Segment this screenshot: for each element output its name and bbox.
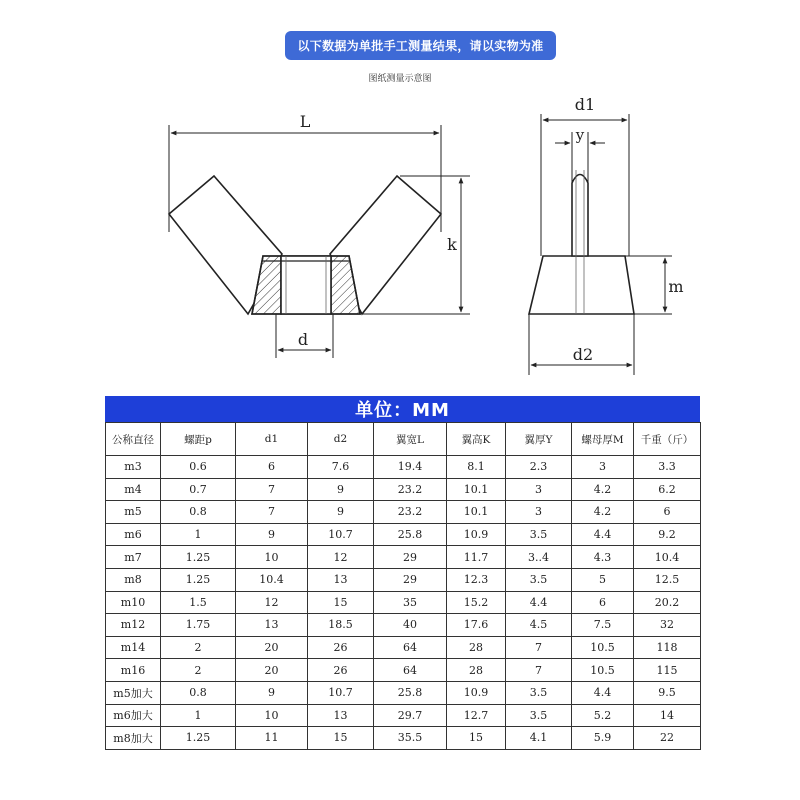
table-header-row bbox=[106, 423, 701, 456]
table-cell: 10.7 bbox=[308, 523, 374, 546]
table-row bbox=[106, 704, 701, 727]
table-cell: 20 bbox=[236, 659, 308, 682]
table-cell: 1.25 bbox=[161, 568, 236, 591]
table-cell: 1.25 bbox=[161, 546, 236, 569]
table-row bbox=[106, 636, 701, 659]
table-cell: 13 bbox=[308, 568, 374, 591]
header-cell: 翼宽L bbox=[374, 423, 447, 456]
table-cell: 12.3 bbox=[447, 568, 506, 591]
table-cell: m6加大 bbox=[106, 704, 161, 727]
table-cell: 9 bbox=[308, 501, 374, 524]
table-cell: 7 bbox=[506, 636, 572, 659]
table-cell: 0.8 bbox=[161, 681, 236, 704]
side-view bbox=[529, 175, 634, 315]
table-cell: m5 bbox=[106, 501, 161, 524]
label-L: L bbox=[299, 112, 311, 131]
table-cell: 1.75 bbox=[161, 614, 236, 637]
table-cell: 4.4 bbox=[506, 591, 572, 614]
table-cell: m8 bbox=[106, 568, 161, 591]
table-row bbox=[106, 591, 701, 614]
nut-bore bbox=[281, 256, 331, 314]
table-row bbox=[106, 546, 701, 569]
table-cell: 14 bbox=[634, 704, 701, 727]
header-cell: d1 bbox=[236, 423, 308, 456]
label-k: k bbox=[447, 235, 457, 254]
label-d1: d1 bbox=[574, 95, 596, 114]
table-cell: 20 bbox=[236, 636, 308, 659]
table-cell: 12 bbox=[308, 546, 374, 569]
table-row bbox=[106, 727, 701, 750]
table-cell: 10 bbox=[236, 704, 308, 727]
table-cell: 2 bbox=[161, 659, 236, 682]
table-cell: 10.9 bbox=[447, 523, 506, 546]
table-cell: m5加大 bbox=[106, 681, 161, 704]
table-cell: m10 bbox=[106, 591, 161, 614]
table-cell: 115 bbox=[634, 659, 701, 682]
table-cell: 12.7 bbox=[447, 704, 506, 727]
table-cell: 26 bbox=[308, 636, 374, 659]
table-cell: 3.5 bbox=[506, 523, 572, 546]
table-cell: 4.1 bbox=[506, 727, 572, 750]
table-cell: m4 bbox=[106, 478, 161, 501]
table-cell: m3 bbox=[106, 456, 161, 479]
table-cell: 18.5 bbox=[308, 614, 374, 637]
table-row bbox=[106, 501, 701, 524]
table-cell: 7 bbox=[236, 501, 308, 524]
table-row bbox=[106, 523, 701, 546]
table-cell: 0.8 bbox=[161, 501, 236, 524]
table-cell: 28 bbox=[447, 636, 506, 659]
table-cell: 1 bbox=[161, 523, 236, 546]
table-row bbox=[106, 478, 701, 501]
front-view bbox=[169, 176, 441, 314]
table-cell: 29.7 bbox=[374, 704, 447, 727]
table-cell: 10.4 bbox=[236, 568, 308, 591]
table-cell: 9 bbox=[236, 523, 308, 546]
table-cell: 19.4 bbox=[374, 456, 447, 479]
table-cell: 4.2 bbox=[572, 478, 634, 501]
label-d: d bbox=[297, 330, 309, 349]
table-cell: m14 bbox=[106, 636, 161, 659]
table-cell: 26 bbox=[308, 659, 374, 682]
table-cell: 8.1 bbox=[447, 456, 506, 479]
table-cell: 3 bbox=[506, 478, 572, 501]
table-cell: 32 bbox=[634, 614, 701, 637]
spec-table bbox=[105, 422, 701, 750]
table-cell: 11.7 bbox=[447, 546, 506, 569]
table-row bbox=[106, 614, 701, 637]
table-cell: 23.2 bbox=[374, 478, 447, 501]
table-cell: 10.4 bbox=[634, 546, 701, 569]
table-cell: 1 bbox=[161, 704, 236, 727]
table-cell: m8加大 bbox=[106, 727, 161, 750]
table-cell: 20.2 bbox=[634, 591, 701, 614]
table-cell: 23.2 bbox=[374, 501, 447, 524]
table-cell: 1.25 bbox=[161, 727, 236, 750]
table-cell: 4.3 bbox=[572, 546, 634, 569]
table-cell: 22 bbox=[634, 727, 701, 750]
table-cell: 12 bbox=[236, 591, 308, 614]
label-d2: d2 bbox=[572, 345, 594, 364]
notice-banner: 以下数据为单批手工测量结果，请以实物为准 bbox=[285, 31, 556, 60]
table-cell: 10 bbox=[236, 546, 308, 569]
table-cell: 3 bbox=[506, 501, 572, 524]
table-cell: m16 bbox=[106, 659, 161, 682]
header-cell: d2 bbox=[308, 423, 374, 456]
table-cell: 6 bbox=[634, 501, 701, 524]
wing-nut-drawing bbox=[0, 0, 800, 390]
table-cell: 7.5 bbox=[572, 614, 634, 637]
drawing-caption: 图纸测量示意图 bbox=[368, 74, 432, 84]
table-cell: 17.6 bbox=[447, 614, 506, 637]
table-cell: 12.5 bbox=[634, 568, 701, 591]
table-cell: 4.2 bbox=[572, 501, 634, 524]
table-cell: m7 bbox=[106, 546, 161, 569]
table-cell: 10.1 bbox=[447, 478, 506, 501]
table-cell: 0.7 bbox=[161, 478, 236, 501]
table-row bbox=[106, 456, 701, 479]
table-cell: 6 bbox=[236, 456, 308, 479]
table-cell: 35.5 bbox=[374, 727, 447, 750]
table-cell: 10.9 bbox=[447, 681, 506, 704]
table-cell: 7.6 bbox=[308, 456, 374, 479]
table-cell: 3.5 bbox=[506, 681, 572, 704]
table-cell: 15 bbox=[308, 727, 374, 750]
table-cell: 13 bbox=[236, 614, 308, 637]
table-cell: 4.4 bbox=[572, 681, 634, 704]
table-cell: 13 bbox=[308, 704, 374, 727]
table-cell: 29 bbox=[374, 546, 447, 569]
table-cell: 29 bbox=[374, 568, 447, 591]
table-cell: 25.8 bbox=[374, 681, 447, 704]
table-cell: 9 bbox=[236, 681, 308, 704]
table-cell: 5.2 bbox=[572, 704, 634, 727]
table-cell: 7 bbox=[236, 478, 308, 501]
table-cell: 6 bbox=[572, 591, 634, 614]
table-cell: 28 bbox=[447, 659, 506, 682]
table-cell: 3.5 bbox=[506, 568, 572, 591]
header-cell: 千重（斤） bbox=[634, 423, 701, 456]
table-cell: 35 bbox=[374, 591, 447, 614]
table-cell: 3.5 bbox=[506, 704, 572, 727]
table-cell: 4.5 bbox=[506, 614, 572, 637]
label-y: y bbox=[575, 126, 585, 144]
table-cell: m12 bbox=[106, 614, 161, 637]
table-cell: 10.1 bbox=[447, 501, 506, 524]
table-cell: 7 bbox=[506, 659, 572, 682]
side-base bbox=[529, 256, 634, 314]
table-cell: m6 bbox=[106, 523, 161, 546]
table-cell: 64 bbox=[374, 659, 447, 682]
table-cell: 3.3 bbox=[634, 456, 701, 479]
table-cell: 9.2 bbox=[634, 523, 701, 546]
table-cell: 3..4 bbox=[506, 546, 572, 569]
table-cell: 15.2 bbox=[447, 591, 506, 614]
table-cell: 5 bbox=[572, 568, 634, 591]
table-cell: 2 bbox=[161, 636, 236, 659]
table-cell: 10.5 bbox=[572, 659, 634, 682]
table-row bbox=[106, 681, 701, 704]
header-cell: 螺母厚M bbox=[572, 423, 634, 456]
table-cell: 1.5 bbox=[161, 591, 236, 614]
table-cell: 2.3 bbox=[506, 456, 572, 479]
label-m: m bbox=[668, 277, 684, 296]
header-cell: 翼高K bbox=[447, 423, 506, 456]
table-cell: 64 bbox=[374, 636, 447, 659]
table-cell: 11 bbox=[236, 727, 308, 750]
table-cell: 15 bbox=[447, 727, 506, 750]
table-cell: 6.2 bbox=[634, 478, 701, 501]
header-cell: 翼厚Y bbox=[506, 423, 572, 456]
header-cell: 公称直径 bbox=[106, 423, 161, 456]
table-cell: 3 bbox=[572, 456, 634, 479]
table-cell: 118 bbox=[634, 636, 701, 659]
table-cell: 25.8 bbox=[374, 523, 447, 546]
table-cell: 10.7 bbox=[308, 681, 374, 704]
table-row bbox=[106, 659, 701, 682]
table-cell: 15 bbox=[308, 591, 374, 614]
table-row bbox=[106, 568, 701, 591]
table-cell: 5.9 bbox=[572, 727, 634, 750]
table-cell: 9 bbox=[308, 478, 374, 501]
table-cell: 4.4 bbox=[572, 523, 634, 546]
table-cell: 10.5 bbox=[572, 636, 634, 659]
table-cell: 40 bbox=[374, 614, 447, 637]
table-cell: 0.6 bbox=[161, 456, 236, 479]
unit-title-bar: 单位：MM bbox=[105, 396, 700, 422]
side-wing bbox=[572, 175, 588, 257]
table-cell: 9.5 bbox=[634, 681, 701, 704]
header-cell: 螺距p bbox=[161, 423, 236, 456]
